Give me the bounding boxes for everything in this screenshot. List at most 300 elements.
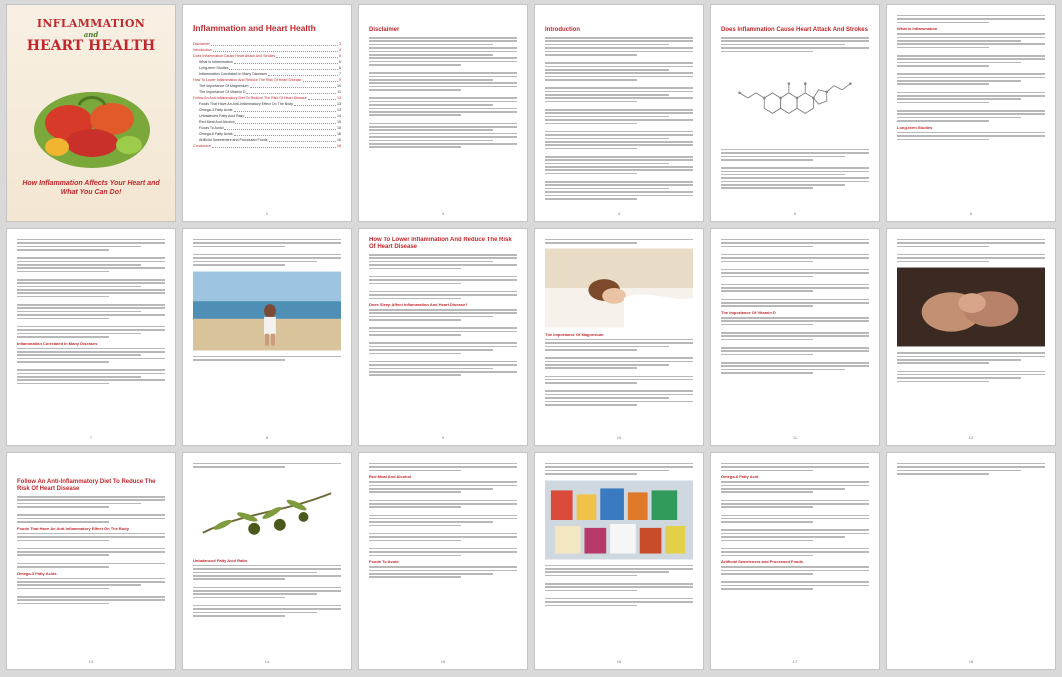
text-line [545, 242, 637, 244]
text-line [721, 488, 845, 490]
text-line [545, 109, 693, 111]
body-text-block [721, 481, 869, 556]
text-line [369, 97, 517, 99]
cover-tagline: How Inflammation Affects Your Heart and What You Can Do! [22, 180, 160, 196]
text-line [17, 563, 165, 565]
text-line [17, 499, 165, 501]
text-line [721, 503, 869, 505]
text-line [369, 334, 461, 336]
text-line [897, 371, 1045, 373]
text-line [369, 540, 461, 542]
toc-entry[interactable]: Does Inflammation Cause Heart Attack And Strokes 5 [193, 54, 341, 58]
text-line [369, 294, 517, 296]
page-omega-6[interactable] [710, 452, 880, 670]
page-number: 16 [616, 659, 622, 664]
text-line [721, 362, 869, 364]
paragraph-gap [897, 105, 1045, 108]
olive-branch-photo [193, 472, 341, 554]
paragraph-gap [17, 591, 165, 594]
text-line [545, 148, 637, 150]
text-line [369, 47, 517, 49]
toc-entry[interactable]: The Importance Of Vitamin D 11 [199, 90, 341, 94]
text-line [897, 473, 989, 475]
page-red-meat-alcohol[interactable] [358, 452, 528, 670]
text-line [369, 319, 461, 321]
paragraph-gap [193, 249, 341, 252]
text-line [545, 37, 693, 39]
text-line [545, 94, 669, 96]
text-line [721, 365, 869, 367]
text-line [721, 555, 813, 557]
page-number: 10 [616, 435, 622, 440]
text-line [897, 261, 989, 263]
text-line [721, 536, 845, 538]
text-line [897, 242, 1045, 244]
page-introduction[interactable] [534, 4, 704, 222]
text-line [721, 290, 813, 292]
body-text-block [897, 463, 1045, 475]
text-line [17, 554, 109, 556]
text-line [545, 239, 693, 241]
text-line [545, 166, 693, 168]
text-line [545, 364, 669, 366]
text-line [721, 491, 813, 493]
text-line [193, 615, 285, 617]
text-line [721, 276, 813, 278]
text-line [545, 116, 669, 118]
page-lower-inflammation[interactable] [358, 228, 528, 446]
text-line [369, 123, 517, 125]
paragraph-gap [17, 543, 165, 546]
text-line [17, 318, 109, 320]
text-line [17, 521, 109, 523]
text-line [369, 525, 461, 527]
paragraph-gap [369, 93, 517, 96]
text-line [17, 533, 165, 535]
text-line [193, 261, 317, 263]
text-line [17, 246, 141, 248]
page-number: 18 [968, 659, 974, 664]
paragraph-gap [545, 82, 693, 85]
text-line [721, 570, 869, 572]
text-line [193, 466, 285, 468]
table-of-contents [193, 13, 341, 209]
toc-entry[interactable]: Disclaimer 3 [193, 42, 341, 46]
molecule-diagram [721, 57, 869, 139]
paragraph-gap [17, 252, 165, 255]
text-line [193, 356, 341, 358]
text-line [369, 491, 461, 493]
text-line [721, 585, 869, 587]
text-line [369, 104, 493, 106]
section-subheading: Inflammation Correlated In Many Diseases [17, 340, 98, 346]
text-line [545, 123, 637, 125]
text-line [545, 144, 693, 146]
paragraph-gap [897, 50, 1045, 53]
text-line [897, 77, 1045, 79]
text-line [721, 335, 869, 337]
text-line [17, 351, 165, 353]
text-line [545, 131, 693, 133]
text-line [17, 326, 165, 328]
processed-foods-photo [545, 479, 693, 561]
page-fatty-acid-ratio[interactable] [182, 452, 352, 670]
text-line [721, 299, 869, 301]
text-line [17, 314, 165, 316]
body-text-block [545, 239, 693, 244]
paragraph-gap [721, 357, 869, 360]
page-7[interactable] [6, 228, 176, 446]
text-line [545, 181, 693, 183]
text-line [369, 374, 461, 376]
text-line [721, 261, 813, 263]
text-line [897, 356, 1045, 358]
text-line [369, 346, 517, 348]
text-line [545, 44, 669, 46]
text-line [897, 470, 1021, 472]
text-line [545, 66, 693, 68]
body-text-block [721, 463, 869, 471]
text-line [369, 536, 517, 538]
text-line [545, 91, 693, 93]
text-line [897, 92, 1045, 94]
text-line [545, 163, 669, 165]
text-line [369, 44, 493, 46]
toc-entry[interactable]: Conclusion 18 [193, 144, 341, 148]
toc-entry[interactable]: Foods That Have An Anti-Inflammatory Effect On The Body 13 [199, 102, 341, 106]
toc-entry[interactable]: What Is Inflammation 6 [199, 60, 341, 64]
paragraph-gap [545, 386, 693, 389]
paragraph-gap [897, 249, 1045, 252]
toc-title: Inflammation and Heart Health [193, 23, 316, 33]
text-line [721, 167, 869, 169]
text-line [721, 500, 869, 502]
text-line [369, 470, 461, 472]
text-line [721, 551, 869, 553]
body-text-block [721, 239, 869, 307]
text-line [721, 588, 813, 590]
paragraph-gap [369, 528, 517, 531]
text-line [721, 566, 869, 568]
toc-entry[interactable]: Long-term Studies 6 [199, 66, 341, 70]
text-line [193, 572, 317, 574]
page-16[interactable] [534, 452, 704, 670]
page-number: 13 [88, 659, 94, 664]
paragraph-gap [545, 104, 693, 107]
text-line [721, 305, 813, 307]
text-line [369, 40, 517, 42]
text-line [545, 357, 693, 359]
text-line [193, 587, 341, 589]
text-line [193, 593, 317, 595]
text-line [193, 612, 317, 614]
paragraph-gap [369, 323, 517, 326]
cover-illustration [17, 75, 167, 175]
text-line [897, 73, 1045, 75]
cover-title [7, 17, 175, 53]
text-line [545, 62, 693, 64]
text-line [897, 463, 1045, 465]
page-number: 12 [968, 435, 974, 440]
text-line [369, 566, 517, 568]
text-line [721, 174, 845, 176]
toc-entry[interactable]: Foods To Avoid 15 [199, 126, 341, 130]
text-line [369, 485, 517, 487]
toc-entry[interactable]: Red Meat And Alcohol 15 [199, 120, 341, 124]
body-text-block [193, 239, 341, 266]
page-magnesium[interactable] [534, 228, 704, 446]
body-text-block [369, 37, 517, 148]
paragraph-gap [721, 162, 869, 165]
text-line [369, 129, 493, 131]
text-line [369, 57, 517, 59]
page-anti-inflammatory-diet[interactable] [6, 452, 176, 670]
text-line [369, 114, 461, 116]
text-line [721, 506, 813, 508]
text-line [721, 181, 869, 183]
paragraph-gap [721, 525, 869, 528]
body-text-block [545, 37, 693, 200]
text-line [369, 51, 517, 53]
text-line [721, 44, 845, 46]
text-line [369, 555, 461, 557]
text-line [721, 317, 869, 319]
text-line [545, 346, 669, 348]
toc-entry[interactable]: Omega-3 Fatty Acids 13 [199, 108, 341, 112]
section-subheading: Red Meat And Alcohol [369, 474, 412, 480]
paragraph-gap [545, 151, 693, 154]
text-line [545, 47, 693, 49]
text-line [545, 141, 693, 143]
page-heading: How To Lower Inflammation And Reduce The Risk Of Heart Disease [369, 237, 512, 250]
toc-entry[interactable]: Artificial Sweeteners and Processed Foods 16 [199, 138, 341, 142]
text-line [897, 466, 1045, 468]
text-line [545, 51, 693, 53]
text-line [17, 358, 165, 360]
text-line [193, 246, 285, 248]
text-line [897, 40, 1021, 42]
section-subheading: What Is Inflammation [897, 26, 938, 32]
toc-entry[interactable]: Introduction 4 [193, 48, 341, 52]
page-number: 4 [617, 211, 621, 216]
text-line [17, 373, 165, 375]
text-line [545, 138, 669, 140]
text-line [721, 177, 869, 179]
text-line [193, 608, 341, 610]
body-text-block [193, 356, 341, 361]
text-line [545, 590, 637, 592]
paragraph-gap [17, 365, 165, 368]
text-line [545, 565, 693, 567]
text-line [17, 289, 165, 291]
paragraph-gap [721, 249, 869, 252]
paragraph-gap [369, 338, 517, 341]
hands-photo [897, 266, 1045, 348]
text-line [17, 540, 109, 542]
page-what-is-inflammation[interactable] [886, 4, 1056, 222]
text-line [369, 140, 493, 142]
page-number: 8 [265, 435, 269, 440]
page-number: 11 [792, 435, 798, 440]
text-line [897, 246, 989, 248]
text-line [369, 331, 517, 333]
text-line [721, 529, 869, 531]
page-number: 17 [792, 659, 798, 664]
text-line [897, 33, 1045, 35]
text-line [17, 267, 165, 269]
text-line [369, 126, 517, 128]
paragraph-gap [897, 68, 1045, 71]
toc-entry[interactable]: Omega-6 Fatty Acids 16 [199, 132, 341, 136]
text-line [369, 361, 517, 363]
text-line [545, 376, 693, 378]
paragraph-gap [721, 510, 869, 513]
cover-title-line3: HEART HEALTH [26, 38, 156, 54]
text-line [897, 55, 1045, 57]
text-line [545, 605, 637, 607]
text-line [369, 37, 517, 39]
text-line [17, 503, 141, 505]
page-number: 5 [793, 211, 797, 216]
page-heading: Does Inflammation Cause Heart Attack And Strokes [721, 27, 868, 33]
text-line [193, 605, 341, 607]
body-text-block [897, 33, 1045, 122]
text-line [545, 54, 637, 56]
paragraph-gap [721, 264, 869, 267]
text-line [897, 254, 1045, 256]
text-line [721, 239, 869, 241]
text-line [369, 551, 517, 553]
paragraph-gap [17, 299, 165, 302]
text-line [721, 159, 813, 161]
text-line [193, 264, 285, 266]
text-line [369, 481, 517, 483]
paragraph-gap [17, 321, 165, 324]
text-line [369, 309, 517, 311]
text-line [17, 383, 109, 385]
text-line [17, 249, 109, 251]
text-line [17, 548, 165, 550]
text-line [17, 596, 165, 598]
paragraph-gap [721, 543, 869, 546]
toc-entry[interactable]: The Importance Of Magnesium 10 [199, 84, 341, 88]
text-line [721, 284, 869, 286]
text-line [17, 307, 165, 309]
page-12[interactable] [886, 228, 1056, 446]
paragraph-gap [17, 510, 165, 513]
text-line [897, 43, 1045, 45]
text-line [545, 390, 693, 392]
text-line [897, 374, 1045, 376]
text-line [545, 568, 693, 570]
paragraph-gap [369, 68, 517, 71]
text-line [545, 571, 669, 573]
text-line [17, 354, 141, 356]
text-line [17, 379, 165, 381]
body-text-block [369, 481, 517, 556]
text-line [897, 362, 989, 364]
body-text-block [369, 566, 517, 578]
text-line [17, 333, 141, 335]
paragraph-gap [545, 352, 693, 355]
text-line [17, 348, 165, 350]
text-line [721, 156, 845, 158]
text-line [897, 80, 1021, 82]
text-line [721, 466, 869, 468]
paragraph-gap [193, 600, 341, 603]
text-line [193, 590, 341, 592]
paragraph-gap [17, 274, 165, 277]
section-subheading: Does Sleep Affect Inflammation And Heart Disease? [369, 302, 468, 308]
paragraph-gap [193, 582, 341, 585]
text-line [369, 291, 517, 293]
text-line [721, 320, 869, 322]
text-line [721, 287, 869, 289]
text-line [369, 254, 517, 256]
text-line [193, 463, 341, 465]
body-text-block [193, 565, 341, 617]
page-number: 6 [969, 211, 973, 216]
text-line [545, 191, 693, 193]
toc-entry[interactable]: Inflammation Correlated In Many Diseases 7 [199, 72, 341, 76]
body-text-block [369, 309, 517, 376]
page-vitamin-d[interactable] [710, 228, 880, 446]
text-line [369, 364, 517, 366]
text-line [193, 568, 341, 570]
toc-entry[interactable]: How To Lower Inflammation And Reduce The Risk Of Heart Disease 9 [193, 78, 341, 82]
text-line [369, 133, 517, 135]
text-line [897, 139, 989, 141]
text-line [545, 601, 693, 603]
text-line [369, 279, 517, 281]
text-line [545, 349, 637, 351]
text-line [545, 156, 693, 158]
paragraph-gap [369, 286, 517, 289]
text-line [369, 576, 461, 578]
toc-entry[interactable]: Unbalanced Fatty Acid Ratio 14 [199, 114, 341, 118]
text-line [897, 47, 989, 49]
body-text-block [545, 463, 693, 475]
page-cover[interactable] [6, 4, 176, 222]
toc-entry[interactable]: Follow An Anti-Inflammatory Diet To Reduce The Risk Of Heart Disease 13 [193, 96, 341, 100]
text-line [17, 551, 165, 553]
body-text-block [17, 578, 165, 605]
text-line [721, 573, 813, 575]
paragraph-gap [17, 558, 165, 561]
text-line [17, 296, 109, 298]
text-line [369, 353, 461, 355]
text-line [897, 352, 1045, 354]
text-line [369, 82, 517, 84]
page-disclaimer[interactable] [358, 4, 528, 222]
text-line [369, 86, 517, 88]
page-8[interactable] [182, 228, 352, 446]
page-toc[interactable] [182, 4, 352, 222]
text-line [369, 506, 461, 508]
text-line [721, 481, 869, 483]
page-18[interactable] [886, 452, 1056, 670]
text-line [897, 359, 1021, 361]
text-line [897, 377, 1021, 379]
text-line [17, 588, 109, 590]
paragraph-gap [369, 271, 517, 274]
body-text-block [17, 348, 165, 385]
text-line [721, 152, 869, 154]
text-line [721, 40, 869, 42]
page-heading: Introduction [545, 27, 580, 33]
page-heart-attack-strokes[interactable] [710, 4, 880, 222]
text-line [17, 311, 141, 313]
